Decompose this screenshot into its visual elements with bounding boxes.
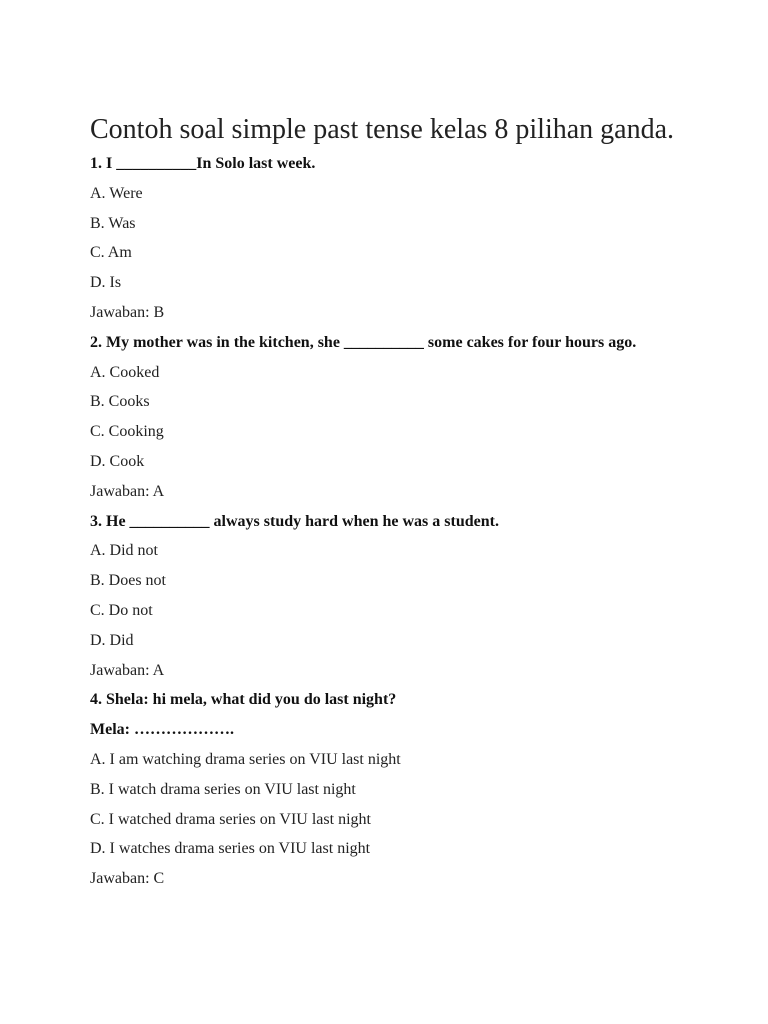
document-title: Contoh soal simple past tense kelas 8 pilihan ganda. — [90, 114, 675, 145]
option-a: A. Were — [90, 184, 143, 202]
question-text: 4. Shela: hi mela, what did you do last night? — [90, 691, 397, 709]
question-2 — [90, 333, 730, 502]
question-text-line-2: Mela: ………………. — [90, 721, 234, 739]
answer-text: Jawaban: C — [90, 870, 165, 888]
option-a: A. Cooked — [90, 363, 160, 381]
answer-text: Jawaban: A — [90, 482, 165, 500]
option-c: C. Do not — [90, 601, 153, 619]
answer-text: Jawaban: A — [90, 661, 165, 679]
option-a: A. Did not — [90, 542, 158, 560]
option-b: B. Does not — [90, 572, 166, 590]
option-b: B. Cooks — [90, 393, 150, 411]
document-page — [90, 113, 730, 899]
option-d: D. I watches drama series on VIU last night — [90, 840, 371, 858]
option-b: B. I watch drama series on VIU last night — [90, 780, 356, 798]
question-3 — [90, 512, 730, 681]
option-d: D. Is — [90, 274, 122, 292]
question-text: 1. I __________In Solo last week. — [90, 155, 316, 172]
question-4 — [90, 690, 730, 889]
option-b: B. Was — [90, 214, 136, 232]
option-d: D. Did — [90, 631, 134, 649]
question-text: 2. My mother was in the kitchen, she __________ some cakes for four hours ago. — [90, 333, 637, 351]
option-d: D. Cook — [90, 452, 145, 470]
option-c: C. I watched drama series on VIU last night — [90, 810, 371, 828]
option-c: C. Cooking — [90, 423, 164, 441]
question-1 — [90, 154, 730, 323]
option-c: C. Am — [90, 244, 132, 262]
option-a: A. I am watching drama series on VIU last night — [90, 750, 401, 768]
question-text: 3. He __________ always study hard when he was a student. — [90, 512, 499, 530]
answer-text: Jawaban: B — [90, 303, 165, 321]
